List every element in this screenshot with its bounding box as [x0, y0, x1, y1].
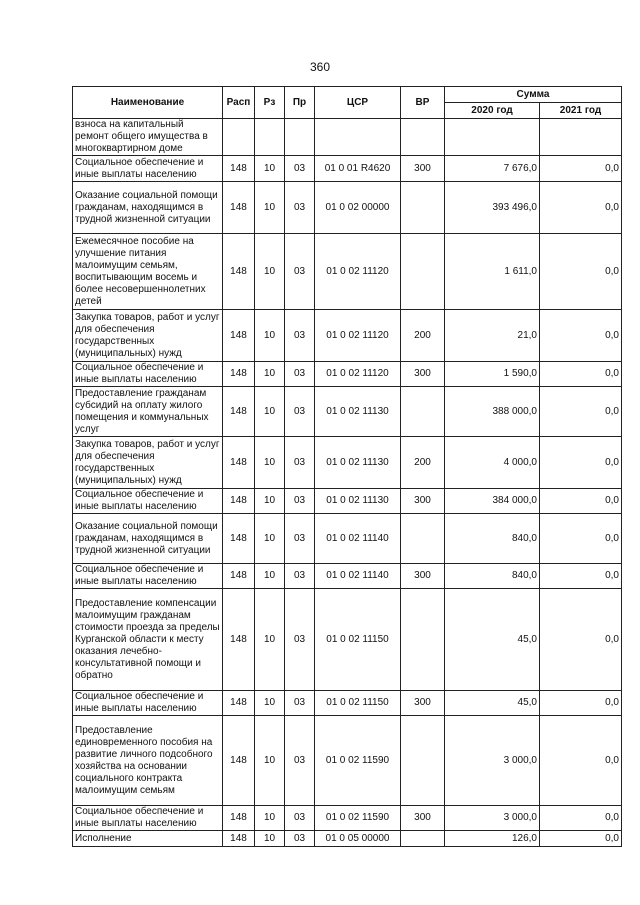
cell-rz: 10 [255, 387, 285, 437]
cell-rz: 10 [255, 564, 285, 589]
cell-csr: 01 0 02 00000 [315, 182, 401, 234]
cell-rasp: 148 [223, 589, 255, 691]
cell-rasp: 148 [223, 182, 255, 234]
page-number: 360 [309, 60, 331, 74]
cell-rasp: 148 [223, 564, 255, 589]
cell-y2020: 3 000,0 [445, 806, 540, 831]
cell-rz: 10 [255, 831, 285, 847]
header-rasp: Расп [223, 87, 255, 119]
cell-csr: 01 0 02 11150 [315, 589, 401, 691]
cell-name: Ежемесячное пособие на улучшение питания малоимущим семьям, воспитывающим восемь и более несовершеннолетних детей [73, 234, 223, 310]
cell-y2021: 0,0 [540, 156, 622, 182]
cell-rz: 10 [255, 362, 285, 387]
cell-name: Социальное обеспечение и иные выплаты населению [73, 806, 223, 831]
cell-rz: 10 [255, 589, 285, 691]
table-row [73, 362, 622, 387]
cell-rz [255, 119, 285, 156]
cell-csr: 01 0 02 11120 [315, 234, 401, 310]
cell-y2020: 388 000,0 [445, 387, 540, 437]
cell-rz: 10 [255, 489, 285, 514]
cell-y2020: 384 000,0 [445, 489, 540, 514]
cell-pr: 03 [285, 589, 315, 691]
cell-rasp: 148 [223, 489, 255, 514]
cell-pr: 03 [285, 489, 315, 514]
cell-rasp: 148 [223, 691, 255, 716]
table-row [73, 234, 622, 310]
cell-rasp: 148 [223, 310, 255, 362]
cell-y2021: 0,0 [540, 437, 622, 489]
cell-pr: 03 [285, 716, 315, 806]
cell-vr [401, 119, 445, 156]
cell-y2020: 21,0 [445, 310, 540, 362]
cell-csr: 01 0 05 00000 [315, 831, 401, 847]
cell-y2021: 0,0 [540, 514, 622, 564]
table-row [73, 831, 622, 847]
cell-csr: 01 0 01 R4620 [315, 156, 401, 182]
cell-csr: 01 0 02 11120 [315, 362, 401, 387]
cell-vr [401, 234, 445, 310]
table-row [73, 119, 622, 156]
cell-y2020: 840,0 [445, 514, 540, 564]
table-row [73, 182, 622, 234]
header-csr: ЦСР [315, 87, 401, 119]
table-row [73, 489, 622, 514]
table-row [73, 691, 622, 716]
cell-name: Оказание социальной помощи гражданам, находящимся в трудной жизненной ситуации [73, 182, 223, 234]
cell-pr [285, 119, 315, 156]
header-sum: Сумма [445, 87, 622, 103]
budget-table [72, 86, 622, 847]
cell-name: Предоставление компенсации малоимущим гражданам стоимости проезда за пределы Курганской области к месту оказания лечебно-консультативной помощи и обратно [73, 589, 223, 691]
cell-y2020: 1 611,0 [445, 234, 540, 310]
cell-rasp: 148 [223, 831, 255, 847]
cell-vr: 300 [401, 489, 445, 514]
cell-y2020: 4 000,0 [445, 437, 540, 489]
table-row [73, 514, 622, 564]
cell-pr: 03 [285, 362, 315, 387]
cell-name: Социальное обеспечение и иные выплаты населению [73, 362, 223, 387]
cell-csr: 01 0 02 11140 [315, 514, 401, 564]
cell-name: Социальное обеспечение и иные выплаты населению [73, 691, 223, 716]
cell-vr: 300 [401, 691, 445, 716]
cell-csr: 01 0 02 11590 [315, 716, 401, 806]
cell-y2021: 0,0 [540, 182, 622, 234]
cell-rz: 10 [255, 156, 285, 182]
cell-y2020: 126,0 [445, 831, 540, 847]
cell-vr [401, 514, 445, 564]
cell-csr: 01 0 02 11140 [315, 564, 401, 589]
cell-y2020: 840,0 [445, 564, 540, 589]
cell-rasp: 148 [223, 716, 255, 806]
table-row [73, 564, 622, 589]
cell-vr [401, 589, 445, 691]
cell-vr: 300 [401, 362, 445, 387]
cell-csr: 01 0 02 11120 [315, 310, 401, 362]
cell-y2021: 0,0 [540, 234, 622, 310]
cell-csr: 01 0 02 11130 [315, 387, 401, 437]
header-name: Наименование [73, 87, 223, 119]
cell-y2020: 45,0 [445, 589, 540, 691]
cell-rasp: 148 [223, 806, 255, 831]
cell-vr [401, 716, 445, 806]
cell-y2021: 0,0 [540, 716, 622, 806]
table-row [73, 716, 622, 806]
cell-name: Социальное обеспечение и иные выплаты населению [73, 156, 223, 182]
cell-vr: 300 [401, 156, 445, 182]
cell-vr: 300 [401, 806, 445, 831]
table-row [73, 437, 622, 489]
cell-y2021: 0,0 [540, 310, 622, 362]
cell-y2021: 0,0 [540, 806, 622, 831]
cell-csr: 01 0 02 11150 [315, 691, 401, 716]
cell-csr: 01 0 02 11130 [315, 489, 401, 514]
cell-y2021 [540, 119, 622, 156]
cell-pr: 03 [285, 387, 315, 437]
cell-rz: 10 [255, 691, 285, 716]
header-2021: 2021 год [540, 103, 622, 119]
cell-y2020: 1 590,0 [445, 362, 540, 387]
cell-y2021: 0,0 [540, 589, 622, 691]
cell-rasp: 148 [223, 362, 255, 387]
cell-vr: 300 [401, 564, 445, 589]
cell-pr: 03 [285, 691, 315, 716]
header-2020: 2020 год [445, 103, 540, 119]
cell-pr: 03 [285, 806, 315, 831]
cell-rz: 10 [255, 437, 285, 489]
cell-y2021: 0,0 [540, 831, 622, 847]
cell-name: Социальное обеспечение и иные выплаты населению [73, 489, 223, 514]
cell-vr [401, 182, 445, 234]
cell-y2020: 393 496,0 [445, 182, 540, 234]
cell-pr: 03 [285, 831, 315, 847]
cell-vr: 200 [401, 437, 445, 489]
cell-y2020: 3 000,0 [445, 716, 540, 806]
cell-rz: 10 [255, 716, 285, 806]
header-rz: Рз [255, 87, 285, 119]
cell-name: Закупка товаров, работ и услуг для обеспечения государственных (муниципальных) нужд [73, 310, 223, 362]
table-row [73, 310, 622, 362]
cell-name: Закупка товаров, работ и услуг для обеспечения государственных (муниципальных) нужд [73, 437, 223, 489]
table-row [73, 806, 622, 831]
cell-name: Предоставление гражданам субсидий на оплату жилого помещения и коммунальных услуг [73, 387, 223, 437]
cell-vr: 200 [401, 310, 445, 362]
cell-rasp [223, 119, 255, 156]
cell-pr: 03 [285, 182, 315, 234]
header-vr: ВР [401, 87, 445, 119]
cell-y2021: 0,0 [540, 564, 622, 589]
cell-pr: 03 [285, 514, 315, 564]
cell-name: Предоставление единовременного пособия на развитие личного подсобного хозяйства на основании социального контракта малоимущим семьям [73, 716, 223, 806]
cell-name: Исполнение [73, 831, 223, 847]
cell-csr: 01 0 02 11130 [315, 437, 401, 489]
cell-rz: 10 [255, 514, 285, 564]
cell-csr [315, 119, 401, 156]
cell-rasp: 148 [223, 437, 255, 489]
cell-rasp: 148 [223, 156, 255, 182]
cell-pr: 03 [285, 156, 315, 182]
cell-rasp: 148 [223, 234, 255, 310]
cell-rasp: 148 [223, 387, 255, 437]
header-pr: Пр [285, 87, 315, 119]
cell-name: взноса на капитальный ремонт общего имущества в многоквартирном доме [73, 119, 223, 156]
cell-y2020: 7 676,0 [445, 156, 540, 182]
cell-y2021: 0,0 [540, 387, 622, 437]
cell-rz: 10 [255, 806, 285, 831]
cell-rz: 10 [255, 234, 285, 310]
cell-y2020 [445, 119, 540, 156]
table-row [73, 387, 622, 437]
cell-y2020: 45,0 [445, 691, 540, 716]
cell-csr: 01 0 02 11590 [315, 806, 401, 831]
cell-vr [401, 831, 445, 847]
cell-y2021: 0,0 [540, 489, 622, 514]
cell-pr: 03 [285, 437, 315, 489]
cell-rasp: 148 [223, 514, 255, 564]
cell-name: Оказание социальной помощи гражданам, находящимся в трудной жизненной ситуации [73, 514, 223, 564]
cell-y2021: 0,0 [540, 691, 622, 716]
cell-vr [401, 387, 445, 437]
table-row [73, 156, 622, 182]
table-row [73, 589, 622, 691]
cell-name: Социальное обеспечение и иные выплаты населению [73, 564, 223, 589]
cell-pr: 03 [285, 310, 315, 362]
cell-pr: 03 [285, 564, 315, 589]
cell-rz: 10 [255, 310, 285, 362]
cell-rz: 10 [255, 182, 285, 234]
cell-y2021: 0,0 [540, 362, 622, 387]
cell-pr: 03 [285, 234, 315, 310]
